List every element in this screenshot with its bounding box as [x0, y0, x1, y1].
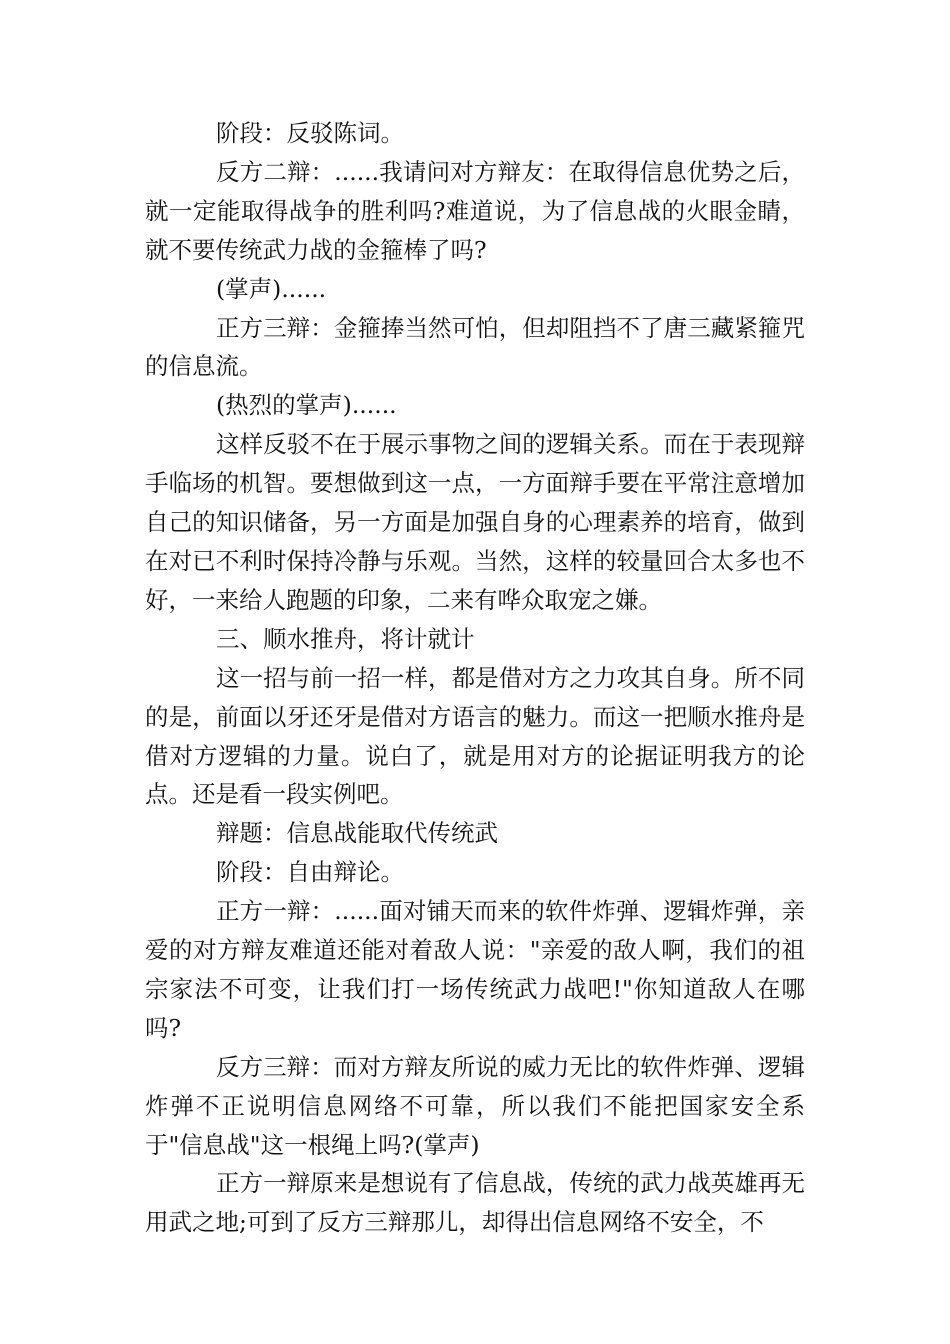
paragraph-con-third-debater: 反方三辩：而对方辩友所说的威力无比的软件炸弹、逻辑炸弹不正说明信息网络不可靠，所以我们不能把国家安全系于"信息战"这一根绳上吗?(掌声)	[145, 1052, 805, 1159]
paragraph-applause: (掌声)......	[216, 274, 327, 303]
paragraph-analysis: 正方一辩原来是想说有了信息战，传统的武力战英雄再无用武之地;可到了反方三辩那儿，却得出信息网络不安全，不	[145, 1169, 805, 1237]
paragraph-debate-topic: 辩题：信息战能取代传统武	[216, 819, 498, 848]
section-heading-three: 三、顺水推舟，将计就计	[216, 624, 475, 653]
paragraph-stage-rebuttal: 阶段：反驳陈词。	[216, 119, 404, 147]
paragraph-pro-first-debater: 正方一辩：......面对铺天而来的软件炸弹、逻辑炸弹，亲爱的对方辩友难道还能对着敌人说："亲爱的敌人啊，我们的祖宗家法不可变，让我们打一场传统武力战吧!"你知道敌人在哪吗?	[145, 897, 805, 1042]
paragraph-stage-free-debate: 阶段：自由辩论。	[216, 858, 404, 887]
paragraph-technique-explanation: 这一招与前一招一样，都是借对方之力攻其自身。所不同的是，前面以牙还牙是借对方语言的魅力。而这一把顺水推舟是借对方逻辑的力量。说白了，就是用对方的论据证明我方的论点。还是看一段实例吧。	[145, 663, 805, 809]
paragraph-rebuttal-commentary: 这样反驳不在于展示事物之间的逻辑关系。而在于表现辩手临场的机智。要想做到这一点，一方面辩手要在平常注意增加自己的知识储备，另一方面是加强自身的心理素养的培育，做到在对已不利时保持冷静与乐观。当然，这样的较量回合太多也不好，一来给人跑题的印象，二来有哗众取宠之嫌。	[145, 430, 805, 614]
document-body	[145, 114, 805, 1242]
paragraph-warm-applause: (热烈的掌声)......	[216, 391, 397, 420]
paragraph-con-second-debater: 反方二辩：......我请问对方辩友：在取得信息优势之后，就一定能取得战争的胜利吗?难道说，为了信息战的火眼金睛，就不要传统武力战的金箍棒了吗?	[145, 157, 805, 264]
paragraph-pro-third-debater: 正方三辩：金箍捧当然可怕，但却阻挡不了唐三藏紧箍咒的信息流。	[145, 313, 805, 381]
